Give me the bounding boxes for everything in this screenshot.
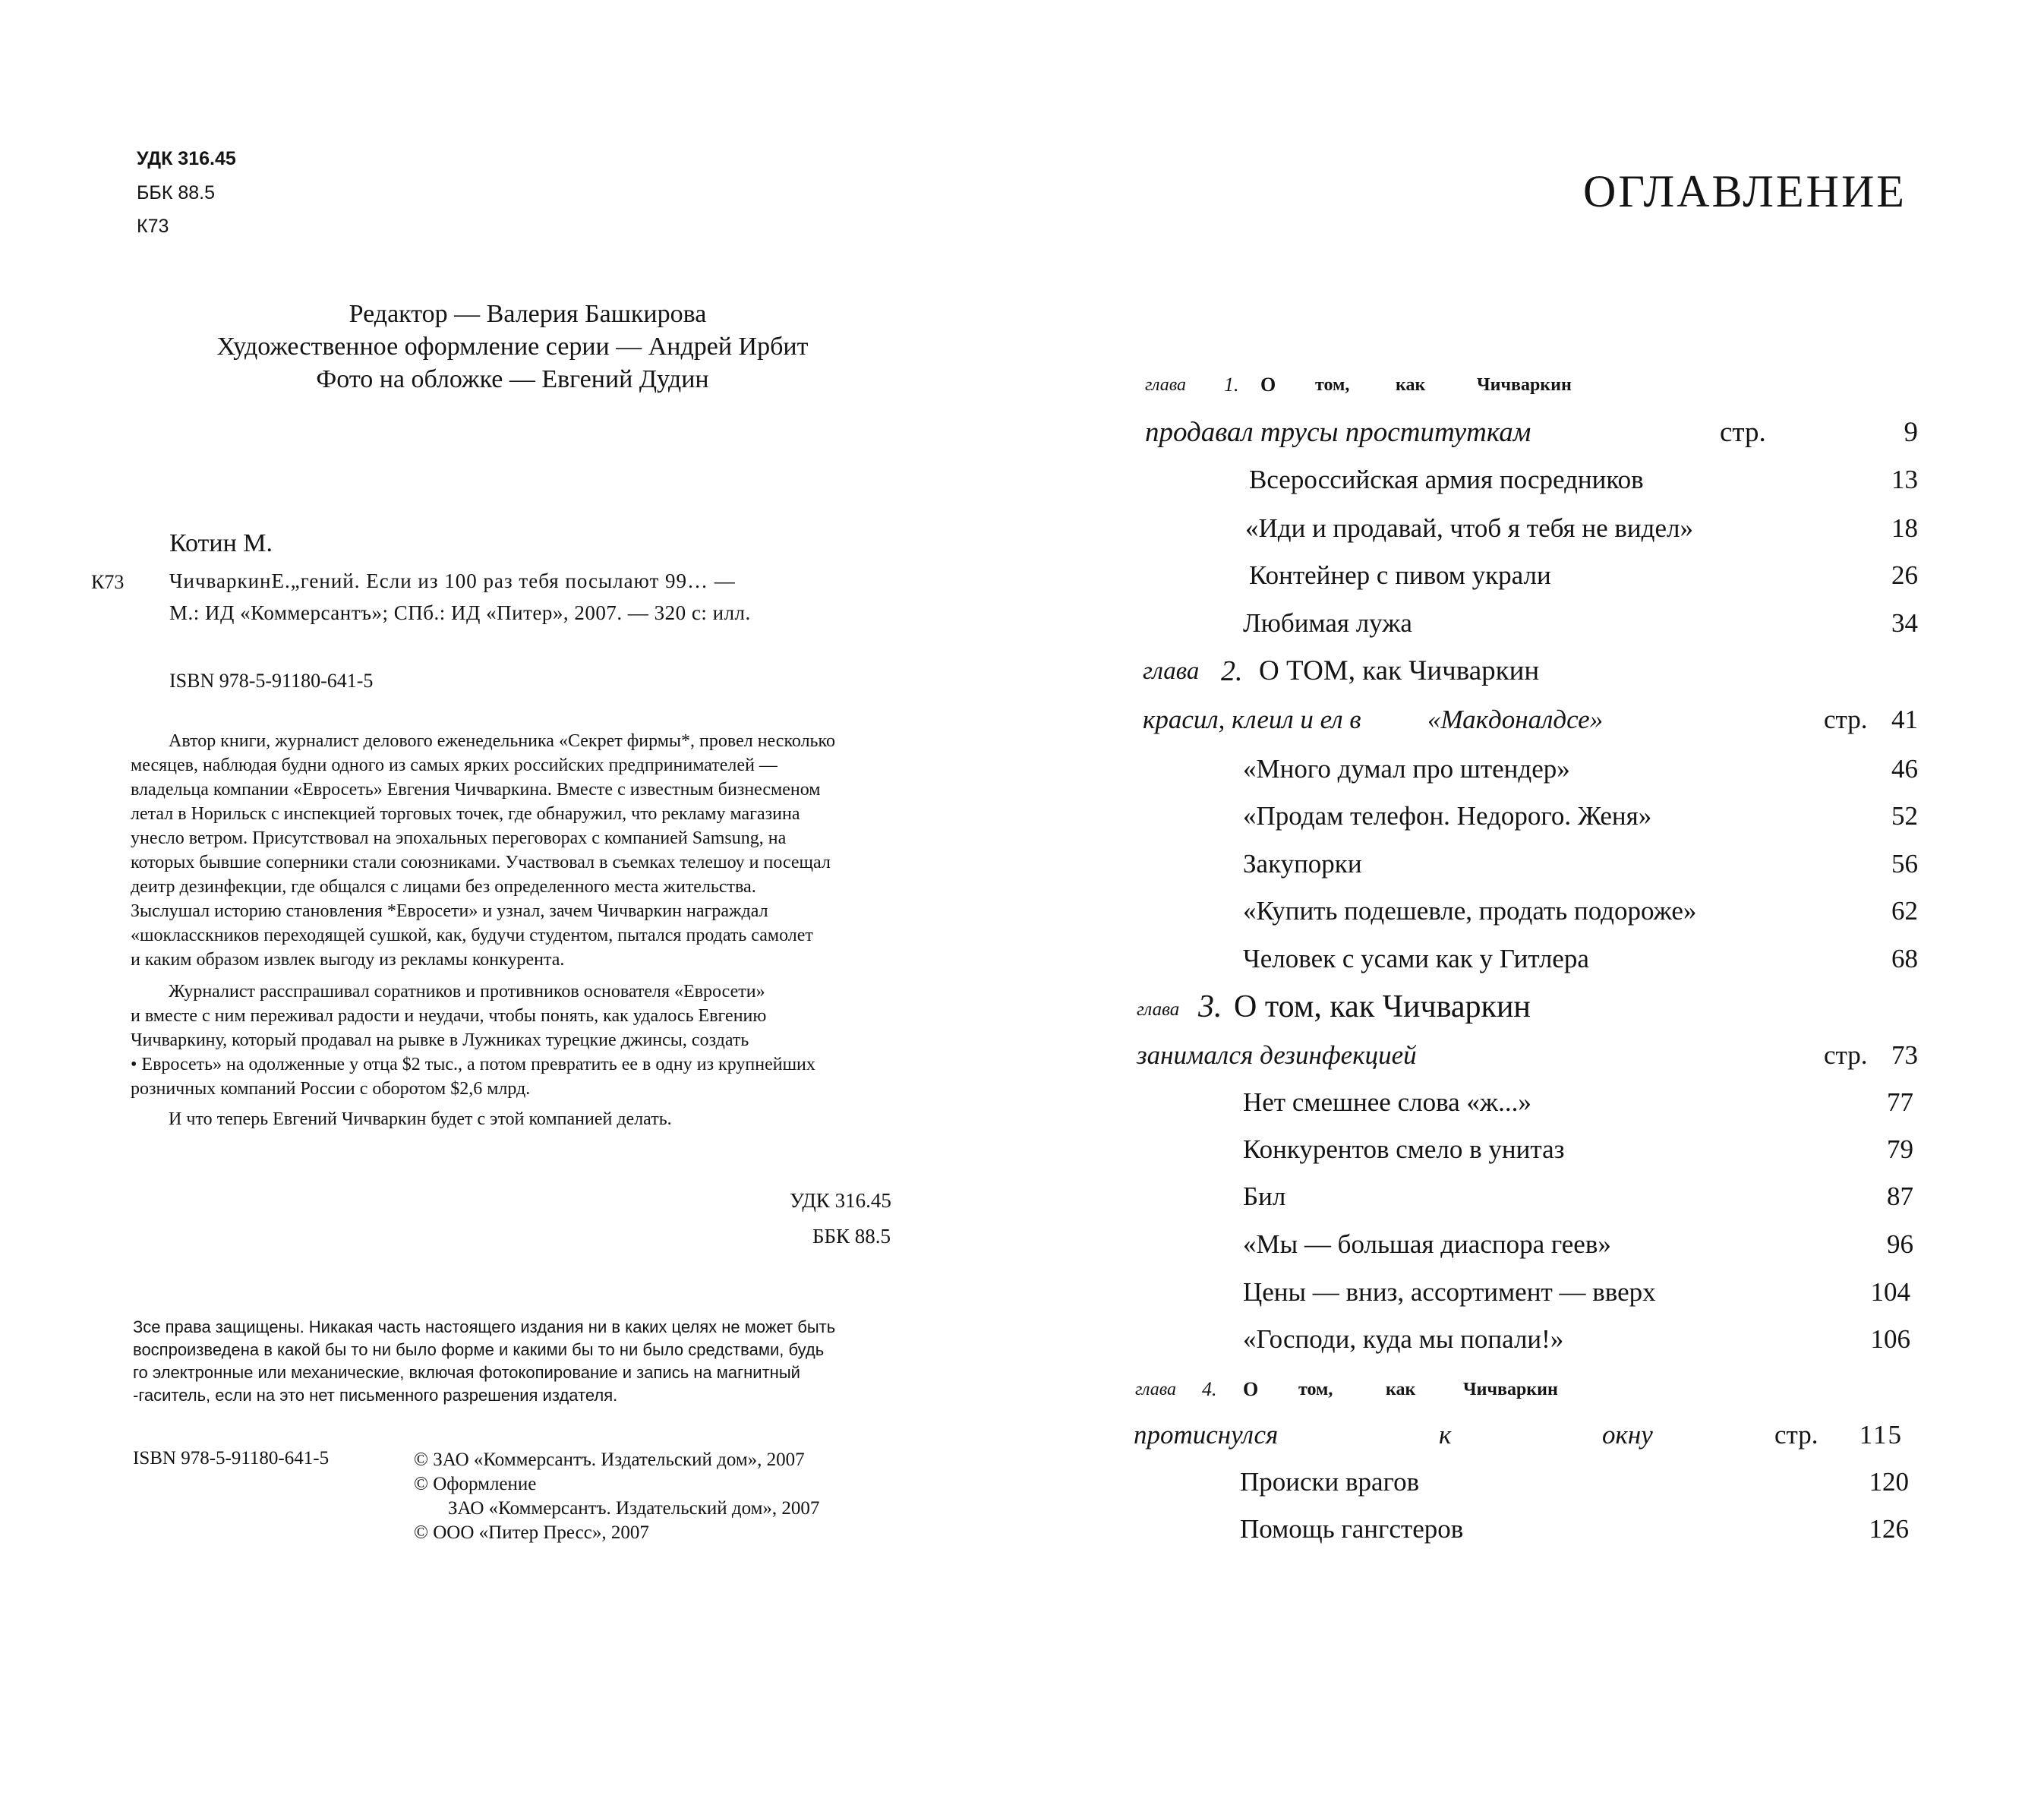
- annotation-line: которых бывшие соперники стали союзниками. Участвовал в съемках телешоу и посещал: [131, 853, 831, 872]
- editor-credit: Редактор — Валерия Башкирова: [349, 300, 707, 328]
- toc-entry-title: Цены — вниз, ассортимент — вверх: [1243, 1277, 1656, 1307]
- toc-entry-page: 96: [1887, 1229, 1913, 1259]
- toc-entry-page: 106: [1870, 1324, 1910, 1354]
- rights-line: воспроизведена в какой бы то ни было форме и какими бы то ни было средствами, будь: [133, 1340, 825, 1359]
- toc-entry-page: 79: [1887, 1134, 1913, 1164]
- toc-entry-page: 68: [1891, 944, 1918, 973]
- chapter-page: 73: [1891, 1040, 1918, 1070]
- chapter-number: 1.: [1224, 374, 1239, 396]
- chapter-title-word: том,: [1298, 1380, 1333, 1399]
- chapter-number: 2.: [1221, 655, 1243, 687]
- toc-entry-page: 87: [1887, 1181, 1913, 1211]
- annotation-line: унесло ветром. Присутствовал на эпохальных переговорах с компанией Samsung, на: [131, 828, 787, 848]
- chapter-subtitle-quote: «Макдоналдсе»: [1427, 705, 1604, 734]
- bbk-code: ББК 88.5: [137, 182, 215, 203]
- design-credit-wrap: [152, 331, 873, 363]
- copyright-block: [414, 1448, 819, 1545]
- toc-entry-title: «Продам телефон. Недорого. Женя»: [1243, 801, 1652, 831]
- toc-entry-title: «Иди и продавай, чтоб я тебя не видел»: [1245, 513, 1693, 543]
- annotation-paragraph-2: [131, 980, 920, 1101]
- catalog-author: Котин М.: [169, 529, 273, 557]
- toc-entry-title: Любимая лужа: [1243, 608, 1412, 638]
- toc-heading: ОГЛАВЛЕНИЕ: [1583, 166, 1907, 216]
- page-label: стр.: [1720, 417, 1766, 448]
- catalog-publisher: М.: ИД «Коммерсантъ»; СПб.: ИД «Питер», 2007. — 320 с: илл.: [169, 601, 751, 624]
- toc-entry-title: «Господи, куда мы попали!»: [1243, 1324, 1564, 1354]
- chapter-page: 41: [1891, 705, 1918, 734]
- toc-entry-page: 13: [1891, 465, 1918, 494]
- photo-credit: Фото на обложке — Евгений Дудин: [316, 365, 709, 393]
- chapter-title-word: Чичваркин: [1463, 1380, 1558, 1399]
- annotation-line: и каким образом извлек выгоду из рекламы конкурента.: [131, 950, 565, 970]
- chapter-title-word: том,: [1315, 375, 1350, 395]
- annotation-paragraph-1: [131, 729, 920, 972]
- chapter-subtitle-word: окну: [1602, 1420, 1653, 1450]
- rights-notice: [133, 1316, 835, 1407]
- chapter-label: глава: [1143, 658, 1200, 685]
- chapter-title-word: как: [1396, 375, 1426, 395]
- toc-entry-page: 56: [1891, 849, 1918, 879]
- photo-credit-wrap: [228, 364, 797, 396]
- annotation-line: летал в Норильск с инспекцией торговых точек, где обнаружил, что рекламу магазина: [131, 804, 800, 824]
- toc-entry-title: «Много думал про штендер»: [1243, 754, 1570, 784]
- copyright-line: © ООО «Питер Пресс», 2007: [414, 1522, 649, 1543]
- annotation-line: Журналист расспрашивал соратников и противников основателя «Евросети»: [169, 982, 765, 1002]
- toc-entry-title: Всероссийская армия посредников: [1249, 465, 1644, 494]
- udk-code: УДК 316.45: [137, 148, 236, 169]
- chapter-subtitle-word: протиснулся: [1134, 1420, 1279, 1450]
- chapter-page: 9: [1904, 417, 1918, 448]
- rights-line: го электронные или механические, включая фотокопирование и запись на магнитный: [133, 1363, 800, 1382]
- rights-line: -гаситель, если на это нет письменного разрешения издателя.: [133, 1386, 618, 1405]
- toc-entry-title: Нет смешнее слова «ж...»: [1243, 1087, 1531, 1117]
- page-label: стр.: [1774, 1420, 1818, 1450]
- annotation-line: Зыслушал историю становления *Евросети» и узнал, зачем Чичваркин награждал: [131, 901, 768, 921]
- catalog-code: К73: [91, 571, 125, 593]
- author-code: К73: [137, 216, 169, 237]
- copyright-line: © Оформление: [414, 1474, 537, 1494]
- toc-entry-title: «Мы — большая диаспора геев»: [1243, 1229, 1611, 1259]
- toc-entry-title: Происки врагов: [1240, 1467, 1420, 1497]
- annotation-line: Чичваркину, который продавал на рывке в Лужниках турецкие джинсы, создать: [131, 1030, 749, 1050]
- credits: [319, 298, 737, 330]
- toc-entry-title: Помощь гангстеров: [1240, 1514, 1464, 1544]
- copyright-line: © ЗАО «Коммерсантъ. Издательский дом», 2007: [414, 1450, 805, 1470]
- chapter-number: 3.: [1198, 989, 1222, 1024]
- bottom-bbk: ББК 88.5: [812, 1225, 891, 1248]
- toc-entry-title: «Купить подешевле, продать подороже»: [1243, 896, 1697, 926]
- annotation-line: Автор книги, журналист делового еженедельника «Секрет фирмы*, провел несколько: [169, 731, 835, 751]
- annotation-line: розничных компаний России с оборотом $2,6 млрд.: [131, 1079, 531, 1099]
- chapter-title-word: О: [1260, 374, 1276, 396]
- toc-entry-title: Конкурентов смело в унитаз: [1243, 1134, 1565, 1164]
- toc-entry-page: 52: [1891, 801, 1918, 831]
- chapter-number: 4.: [1202, 1378, 1217, 1400]
- bottom-udk: УДК 316.45: [790, 1189, 891, 1212]
- chapter-title-word: О: [1243, 1378, 1259, 1400]
- toc-entry-page: 46: [1891, 754, 1918, 784]
- chapter-title: О том, как Чичваркин: [1234, 989, 1531, 1024]
- annotation-line: И что теперь Евгений Чичваркин будет с этой компанией делать.: [169, 1109, 672, 1129]
- catalog-title: ЧичваркинЕ.„гений. Если из 100 раз тебя посылают 99… —: [169, 569, 736, 592]
- annotation-line: и вместе с ним переживал радости и неудачи, чтобы понять, как удалось Евгению: [131, 1006, 767, 1026]
- chapter-subtitle: занимался дезинфекцией: [1137, 1040, 1417, 1070]
- annotation-line: «шокласскников переходящей сушкой, как, будучи студентом, пытался продать самолет: [131, 926, 813, 945]
- toc-entry-title: Бил: [1243, 1181, 1286, 1211]
- chapter-subtitle: красил, клеил и ел в: [1143, 705, 1361, 734]
- toc-entry-page: 34: [1891, 608, 1918, 638]
- chapter-label: глава: [1135, 1380, 1177, 1399]
- toc-entry-page: 104: [1870, 1277, 1910, 1307]
- toc-entry-page: 126: [1869, 1514, 1909, 1544]
- chapter-subtitle: продавал трусы проституткам: [1145, 417, 1531, 448]
- chapter-page: 115: [1859, 1420, 1903, 1450]
- toc-entry-page: 77: [1887, 1087, 1913, 1117]
- chapter-title: О ТОМ, как Чичваркин: [1259, 655, 1540, 686]
- chapter-title-word: как: [1386, 1380, 1416, 1399]
- page-label: стр.: [1824, 1040, 1868, 1070]
- toc-entry-page: 120: [1869, 1467, 1909, 1497]
- design-credit: Художественное оформление серии — Андрей Ирбит: [216, 333, 809, 361]
- toc-entry-title: Закупорки: [1243, 849, 1362, 879]
- catalog-isbn: ISBN 978-5-91180-641-5: [169, 670, 374, 692]
- copyright-isbn: ISBN 978-5-91180-641-5: [133, 1448, 330, 1468]
- chapter-title-word: Чичваркин: [1477, 375, 1572, 395]
- annotation-line: месяцев, наблюдая будни одного из самых ярких российских предпринимателей —: [131, 756, 778, 775]
- copyright-line: ЗАО «Коммерсантъ. Издательский дом», 2007: [448, 1498, 820, 1519]
- annotation-paragraph-3: [131, 1107, 920, 1131]
- annotation-line: деитр дезинфекции, где общался с лицами без определенного места жительства.: [131, 877, 756, 897]
- toc-entry-page: 62: [1891, 896, 1918, 926]
- chapter-label: глава: [1145, 375, 1187, 395]
- toc-entry-page: 18: [1891, 513, 1918, 543]
- annotation-line: • Евросеть» на одолженные у отца $2 тыс., а потом превратить ее в одну из крупнейших: [131, 1055, 815, 1074]
- toc-entry-title: Человек с усами как у Гитлера: [1243, 944, 1589, 973]
- annotation-line: владельца компании «Евросеть» Евгения Чичваркина. Вместе с известным бизнесменом: [131, 780, 821, 800]
- chapter-subtitle-word: к: [1439, 1420, 1452, 1450]
- toc-entry-page: 26: [1891, 560, 1918, 590]
- chapter-label: глава: [1137, 999, 1180, 1020]
- rights-line: Зсе права защищены. Никакая часть настоящего издания ни в каких целях не может быть: [133, 1317, 836, 1336]
- page-label: стр.: [1824, 705, 1868, 734]
- toc-entry-title: Контейнер с пивом украли: [1249, 560, 1551, 590]
